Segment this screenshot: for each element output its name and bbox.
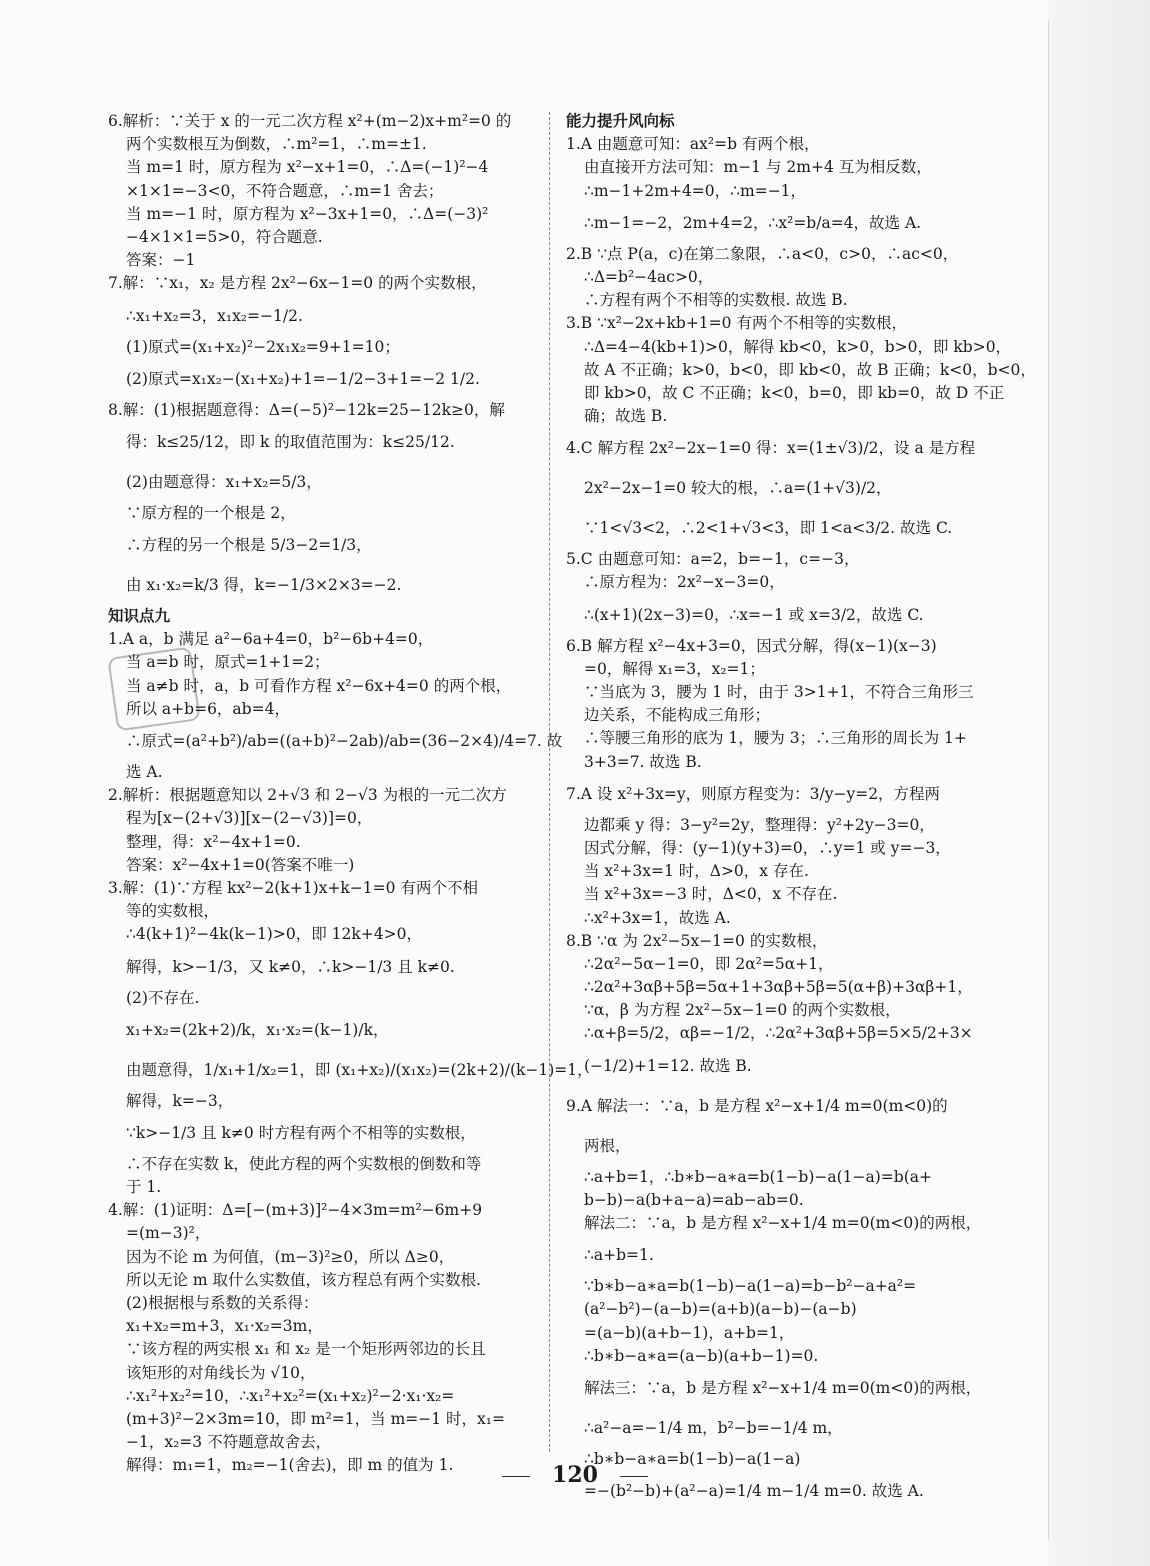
text-line: 由直接开方法可知：m−1 与 2m+4 互为相反数， (584, 158, 932, 177)
text-line: ∴方程的另一个根是 5/3−2=1/3， (126, 536, 372, 555)
text-line: 选 A. (126, 763, 163, 781)
text-line: ∴b∗b−a∗a=(a−b)(a+b−1)=0. (584, 1346, 819, 1365)
footer-dash-left (502, 1476, 530, 1477)
text-line: 等的实数根， (126, 902, 220, 921)
text-line: 当 x²+3x=1 时，Δ>0，x 存在. (584, 862, 809, 881)
text-line: =−(b²−b)+(a²−a)=1/4 m−1/4 m=0. 故选 A. (584, 1482, 924, 1501)
section-heading: 知识点九 (108, 607, 171, 626)
text-line: 答案：−1 (126, 251, 196, 270)
text-line: 即 kb>0，故 C 不正确；k<0，b=0，即 kb=0，故 D 不正 (584, 383, 1005, 402)
text-line: 答案：x²−4x+1=0(答案不唯一) (126, 855, 355, 874)
page-edge-line (1048, 20, 1049, 1540)
text-line: 所以无论 m 取什么实数值，该方程总有两个实数根. (126, 1270, 481, 1289)
text-line: ∵当底为 3，腰为 1 时，由于 3>1+1，不符合三角形三 (584, 683, 974, 701)
text-line: ∵α，β 为方程 2x²−5x−1=0 的两个实数根， (584, 1001, 901, 1020)
text-line: ∴x²+3x=1，故选 A. (584, 908, 731, 927)
text-line: ∴Δ=b²−4ac>0， (584, 267, 714, 286)
text-line: 4.解：(1)证明：Δ=[−(m+3)]²−4×3m=m²−6m+9 (108, 1201, 483, 1220)
text-line: 两个实数根互为倒数，∴m²=1，∴m=±1. (126, 135, 427, 154)
text-line: 8.B ∵α 为 2x²−5x−1=0 的实数根， (566, 931, 828, 950)
text-line: ∴2α²−5α−1=0，即 2α²=5α+1， (584, 954, 834, 973)
column-divider (549, 112, 550, 1452)
text-line: 1.A a，b 满足 a²−6a+4=0，b²−6b+4=0， (108, 630, 434, 649)
text-line: b−b)−a(b+a−a)=ab−ab=0. (584, 1190, 804, 1209)
text-line: ∴x₁²+x₂²=10，∴x₁²+x₂²=(x₁+x₂)²−2·x₁·x₂= (126, 1386, 455, 1405)
page-edge-shadow (1048, 0, 1150, 1566)
text-line: (m+3)²−2×3m=10，即 m²=1，当 m=−1 时，x₁= (126, 1409, 505, 1428)
text-line: 因为不论 m 为何值，(m−3)²≥0，所以 Δ≥0， (126, 1247, 455, 1266)
text-line: ∴a+b=1. (584, 1246, 654, 1265)
text-line: (a²−b²)−(a−b)=(a+b)(a−b)−(a−b) (584, 1300, 857, 1319)
text-line: 6.解析：∵关于 x 的一元二次方程 x²+(m−2)x+m²=0 的 (108, 112, 512, 130)
text-line: 该矩形的对角线长为 √10， (126, 1363, 316, 1382)
text-line: =(a−b)(a+b−1)，a+b=1， (584, 1323, 795, 1342)
text-line: 1.A 由题意可知：ax²=b 有两个根， (566, 135, 820, 154)
text-line: 当 x²+3x=−3 时，Δ<0，x 不存在. (584, 885, 838, 904)
text-line: ∵原方程的一个根是 2， (126, 503, 296, 522)
text-line: ∴m−1+2m+4=0，∴m=−1， (584, 181, 807, 200)
text-line: 整理，得：x²−4x+1=0. (126, 832, 301, 851)
text-line: 解得：m₁=1，m₂=−1(舍去)，即 m 的值为 1. (126, 1456, 454, 1475)
text-line: 当 a≠b 时，a，b 可看作方程 x²−6x+4=0 的两个根， (126, 676, 512, 695)
text-line: 程为[x−(2+√3)][x−(2−√3)]=0， (126, 809, 373, 828)
text-line: =(m−3)²， (126, 1224, 211, 1243)
text-line: ∴不存在实数 k，使此方程的两个实数根的倒数和等 (126, 1154, 482, 1173)
text-line: (2)不存在. (126, 988, 200, 1007)
text-line: 7.解：∵x₁，x₂ 是方程 2x²−6x−1=0 的两个实数根， (108, 274, 487, 293)
right-column (566, 110, 1036, 1511)
text-line: ∴等腰三角形的底为 1，腰为 3；∴三角形的周长为 1+ (584, 729, 967, 748)
text-line: 3+3=7. 故选 B. (584, 752, 702, 771)
text-line: 9.A 解法一：∵a，b 是方程 x²−x+1/4 m=0(m<0)的 (566, 1096, 948, 1115)
text-line: 6.B 解方程 x²−4x+3=0，因式分解，得(x−1)(x−3) (566, 636, 937, 655)
text-line: (1)原式=(x₁+x₂)²−2x₁x₂=9+1=10； (126, 337, 400, 356)
text-line: 所以 a+b=6，ab=4， (126, 699, 290, 718)
text-line: ∴a²−a=−1/4 m，b²−b=−1/4 m， (584, 1418, 843, 1437)
text-line: ∴b∗b−a∗a=b(1−b)−a(1−a) (584, 1449, 801, 1468)
text-line: ∴x₁+x₂=3，x₁x₂=−1/2. (126, 306, 303, 325)
stamp-mark (107, 647, 200, 732)
text-line: x₁+x₂=m+3，x₁·x₂=3m， (126, 1317, 323, 1336)
text-line: −4×1×1=5>0，符合题意. (126, 227, 323, 246)
text-line: 2x²−2x−1=0 较大的根，∴a=(1+√3)/2， (584, 479, 892, 498)
page-number-footer (0, 1462, 1150, 1488)
text-line: 由 x₁·x₂=k/3 得，k=−1/3×2×3=−2. (126, 576, 402, 595)
text-line: 于 1. (126, 1178, 162, 1197)
text-line: 当 m=−1 时，原方程为 x²−3x+1=0，∴Δ=(−3)² (126, 204, 489, 223)
text-line: 确；故选 B. (584, 407, 668, 426)
text-line: ∴原方程为：2x²−x−3=0， (584, 573, 785, 592)
text-line: ∵k>−1/3 且 k≠0 时方程有两个不相等的实数根， (126, 1123, 476, 1142)
text-line: −1，x₂=3 不符题意故舍去， (126, 1433, 332, 1452)
text-line: 3.B ∵x²−2x+kb+1=0 有两个不相等的实数根， (566, 314, 907, 333)
text-line: 3.解：(1)∵方程 kx²−2(k+1)x+k−1=0 有两个不相 (108, 878, 478, 897)
text-line: ∵1<√3<2，∴2<1+√3<3，即 1<a<3/2. 故选 C. (584, 519, 953, 538)
text-line: (2)由题意得：x₁+x₂=5/3， (126, 472, 322, 491)
text-line: ∴2α²+3αβ+5β=5α+1+3αβ+5β=5(α+β)+3αβ+1， (584, 978, 973, 997)
text-line: (2)根据根与系数的关系得： (126, 1294, 319, 1312)
text-line: (2)原式=x₁x₂−(x₁+x₂)+1=−1/2−3+1=−2 1/2. (126, 369, 480, 388)
text-line: 由题意得，1/x₁+1/x₂=1，即 (x₁+x₂)/(x₁x₂)=(2k+2)/(k−1)=1， (126, 1060, 593, 1079)
text-line: 4.C 解方程 2x²−2x−1=0 得：x=(1±√3)/2，设 a 是方程 (566, 439, 976, 458)
text-line: 得：k≤25/12，即 k 的取值范围为：k≤25/12. (126, 432, 455, 451)
text-line: 2.解析：根据题意知以 2+√3 和 2−√3 为根的一元二次方 (108, 786, 507, 805)
text-line: ∴m−1=−2，2m+4=2，∴x²=b/a=4，故选 A. (584, 213, 922, 232)
text-line: ∴方程有两个不相等的实数根. 故选 B. (584, 291, 848, 310)
text-line: 7.A 设 x²+3x=y，则原方程变为：3/y−y=2，方程两 (566, 784, 941, 803)
text-line: 故 A 不正确；k>0，b<0，即 kb<0，故 B 正确；k<0，b<0， (584, 360, 1036, 379)
text-line: ∴Δ=4−4(kb+1)>0，解得 kb<0，k>0，b>0，即 kb>0， (584, 337, 1012, 356)
text-line: ∴a+b=1，∴b∗b−a∗a=b(1−b)−a(1−a)=b(a+ (584, 1167, 932, 1186)
footer-dash-right (620, 1476, 648, 1477)
text-line: x₁+x₂=(2k+2)/k，x₁·x₂=(k−1)/k， (126, 1020, 389, 1039)
text-line: 解法三：∵a，b 是方程 x²−x+1/4 m=0(m<0)的两根， (584, 1378, 982, 1397)
text-line: ∴(x+1)(2x−3)=0，∴x=−1 或 x=3/2，故选 C. (584, 605, 924, 624)
text-line: 边关系，不能构成三角形； (584, 706, 771, 725)
text-line: 8.解：(1)根据题意得：Δ=(−5)²−12k=25−12k≥0，解 (108, 400, 505, 419)
text-line: 解得，k=−3， (126, 1091, 234, 1110)
page-number: 120 (552, 1462, 598, 1488)
text-line: ∵b∗b−a∗a=b(1−b)−a(1−a)=b−b²−a+a²= (584, 1277, 917, 1296)
text-line: 当 a=b 时，原式=1+1=2； (126, 653, 330, 672)
text-line: ∵该方程的两实根 x₁ 和 x₂ 是一个矩形两邻边的长且 (126, 1340, 486, 1359)
text-line: ∴α+β=5/2，αβ=−1/2，∴2α²+3αβ+5β=5×5/2+3× (584, 1024, 973, 1043)
text-line: (−1/2)+1=12. 故选 B. (584, 1056, 752, 1075)
text-line: 解法二：∵a，b 是方程 x²−x+1/4 m=0(m<0)的两根， (584, 1214, 982, 1232)
text-line: 2.B ∵点 P(a，c)在第二象限，∴a<0，c>0，∴ac<0， (566, 244, 959, 263)
text-line: =0，解得 x₁=3，x₂=1； (584, 659, 765, 678)
section-heading: 能力提升风向标 (566, 112, 675, 130)
text-line: 解得，k>−1/3，又 k≠0，∴k>−1/3 且 k≠0. (126, 957, 455, 976)
text-line: 5.C 由题意可知：a=2，b=−1，c=−3， (566, 550, 860, 569)
text-line: ×1×1=−3<0，不符合题意，∴m=1 舍去； (126, 181, 444, 200)
text-line: 当 m=1 时，原方程为 x²−x+1=0，∴Δ=(−1)²−4 (126, 158, 489, 177)
text-line: 两根， (584, 1136, 631, 1155)
text-line: ∴4(k+1)²−4k(k−1)>0，即 12k+4>0， (126, 925, 422, 944)
text-line: 边都乘 y 得：3−y²=2y，整理得：y²+2y−3=0， (584, 815, 935, 834)
text-line: 因式分解，得：(y−1)(y+3)=0，∴y=1 或 y=−3， (584, 838, 951, 857)
text-line: ∴原式=(a²+b²)/ab=((a+b)²−2ab)/ab=(36−2×4)/4=7. 故 (126, 732, 563, 750)
